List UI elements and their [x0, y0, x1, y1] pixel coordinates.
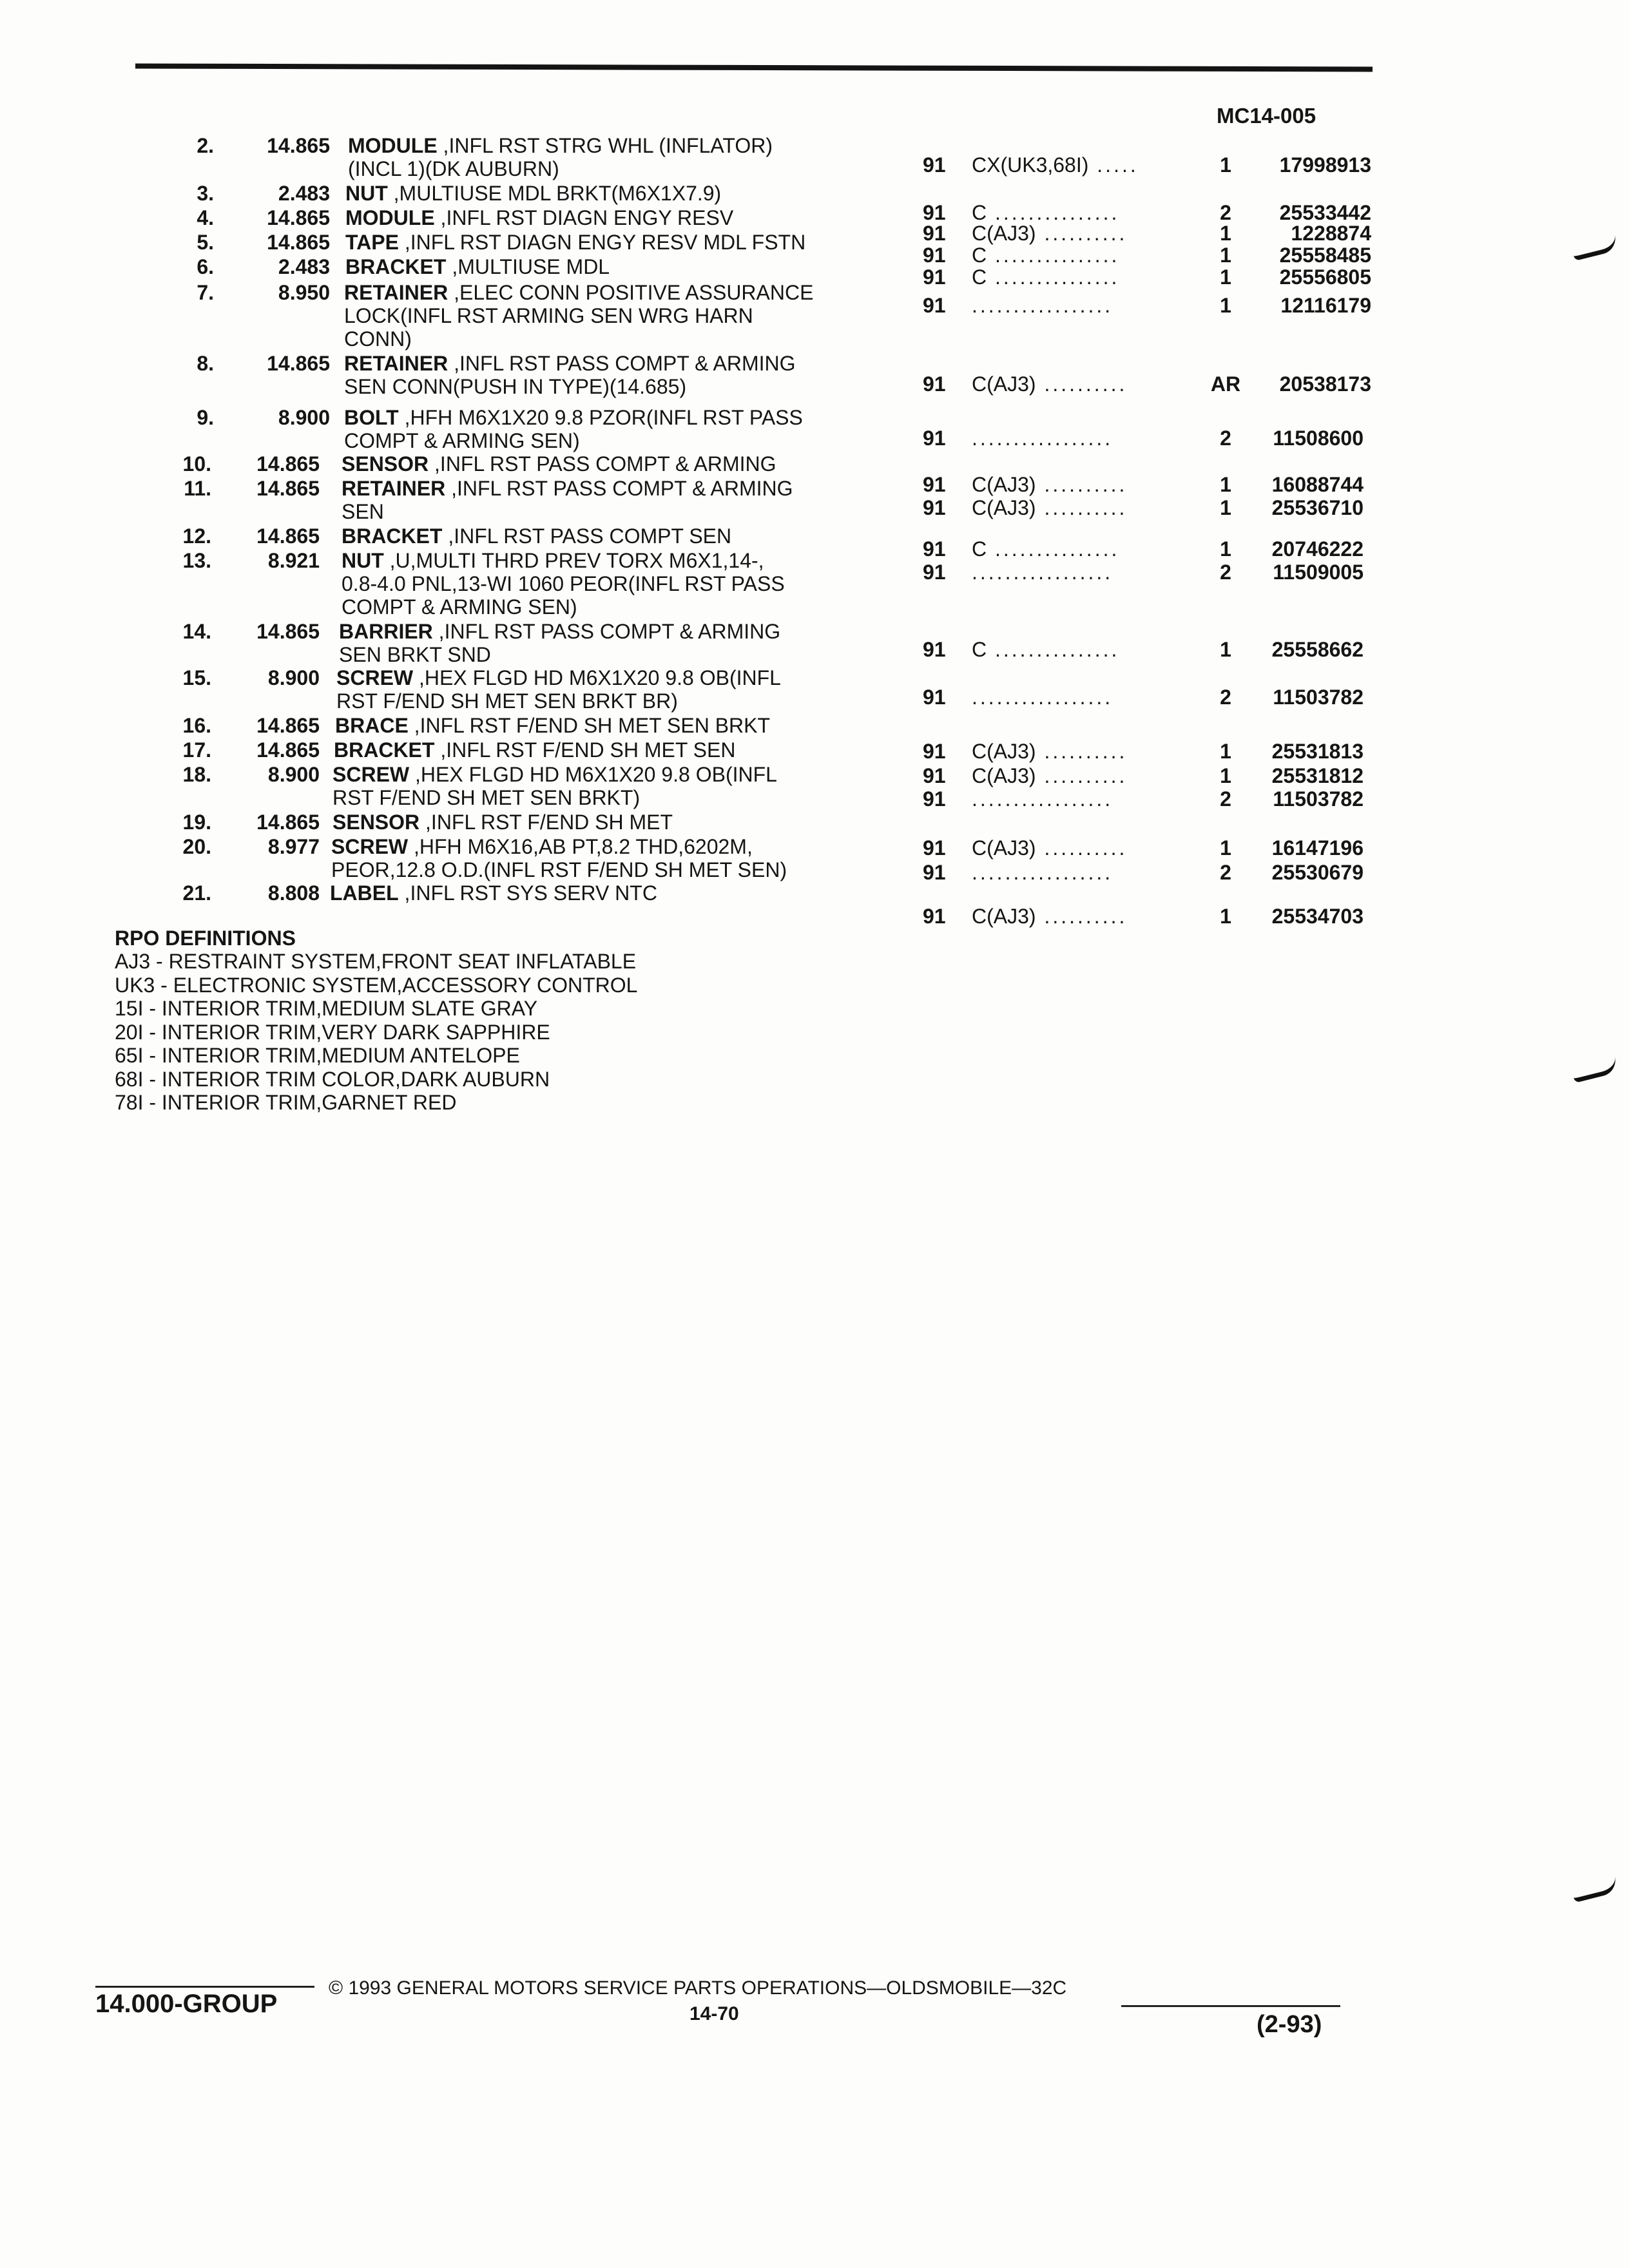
- usage-text: C(AJ3): [972, 905, 1036, 928]
- leader-dots: ...............: [987, 265, 1120, 289]
- description-line: [344, 327, 813, 351]
- part-number: 25531813: [1271, 740, 1364, 763]
- item-number: 3.: [197, 182, 214, 205]
- usage-code: [972, 153, 1139, 177]
- group-number: 14.865: [256, 524, 320, 548]
- model-year: 91: [923, 294, 946, 317]
- item-number: 21.: [182, 881, 211, 905]
- part-detail: ,INFL RST F/END SH MET SEN BRKT: [408, 714, 771, 737]
- model-year: 91: [923, 638, 946, 661]
- model-year: 91: [923, 244, 946, 267]
- binder-hole-mark: [1571, 1876, 1619, 1903]
- copyright-notice: © 1993 GENERAL MOTORS SERVICE PARTS OPERATIONS—OLDSMOBILE—32C: [329, 1977, 1067, 1999]
- part-number: 25530679: [1271, 861, 1364, 884]
- part-number: 20538173: [1279, 372, 1371, 396]
- part-description: [342, 452, 776, 476]
- group-number: 8.900: [278, 406, 330, 429]
- item-number: 8.: [197, 352, 214, 375]
- item-number: 11.: [184, 477, 211, 500]
- rpo-definition: 68I - INTERIOR TRIM COLOR,DARK AUBURN: [115, 1067, 550, 1091]
- part-number: 16088744: [1271, 473, 1364, 496]
- description-line: [342, 549, 785, 572]
- binder-hole-mark: [1571, 235, 1619, 261]
- part-name: SENSOR: [333, 811, 420, 834]
- description-line: [336, 666, 781, 689]
- item-number: 17.: [182, 738, 211, 762]
- item-number: 10.: [182, 452, 211, 476]
- group-number: 14.865: [256, 620, 320, 643]
- description-line: [339, 620, 780, 643]
- part-name: NUT: [345, 182, 388, 205]
- part-number: 25558662: [1271, 638, 1364, 661]
- model-year: 91: [923, 905, 946, 928]
- model-year: 91: [923, 222, 946, 245]
- part-name: BRACKET: [334, 738, 435, 762]
- leader-dots: .................: [972, 427, 1113, 450]
- part-number: 1228874: [1291, 222, 1371, 245]
- item-number: 5.: [197, 231, 214, 254]
- leader-dots: .................: [972, 561, 1113, 584]
- part-detail: ,INFL RST STRG WHL (INFLATOR): [437, 134, 773, 157]
- part-name: NUT: [342, 549, 384, 572]
- description-line: [342, 477, 793, 500]
- part-detail: LOCK(INFL RST ARMING SEN WRG HARN: [344, 304, 753, 327]
- quantity: 2: [1220, 861, 1231, 884]
- rpo-definition: 78I - INTERIOR TRIM,GARNET RED: [115, 1091, 457, 1114]
- part-detail: ,ELEC CONN POSITIVE ASSURANCE: [448, 281, 814, 304]
- group-number: 14.865: [256, 452, 320, 476]
- leader-dots: .....: [1088, 153, 1139, 177]
- description-line: [333, 786, 777, 809]
- part-detail: ,MULTIUSE MDL: [446, 255, 610, 278]
- usage-code: [972, 638, 1119, 661]
- group-number: 14.865: [256, 477, 320, 500]
- group-number: 8.921: [267, 549, 320, 572]
- usage-code: [972, 427, 1113, 450]
- group-number: 8.808: [267, 881, 320, 905]
- rpo-definition: 15I - INTERIOR TRIM,MEDIUM SLATE GRAY: [115, 997, 538, 1020]
- model-year: 91: [923, 496, 946, 519]
- usage-text: C: [972, 638, 987, 661]
- quantity: AR: [1210, 372, 1241, 396]
- description-line: [334, 738, 735, 762]
- description-line: [331, 835, 787, 858]
- part-number: 11509005: [1273, 561, 1364, 584]
- quantity: 1: [1220, 294, 1231, 317]
- part-name: BOLT: [344, 406, 399, 429]
- item-number: 20.: [182, 835, 211, 858]
- quantity: 1: [1220, 496, 1231, 519]
- part-name: RETAINER: [342, 477, 446, 500]
- item-number: 16.: [182, 714, 211, 737]
- part-name: RETAINER: [344, 352, 448, 375]
- item-number: 12.: [182, 524, 211, 548]
- binder-hole-mark: [1571, 1057, 1619, 1083]
- part-name: LABEL: [330, 881, 399, 905]
- description-line: [345, 255, 610, 278]
- part-name: BRACKET: [345, 255, 447, 278]
- part-number: 25534703: [1271, 905, 1364, 928]
- description-line: [348, 157, 773, 180]
- model-year: 91: [923, 740, 946, 763]
- part-number: 25536710: [1271, 496, 1364, 519]
- page-number: 14-70: [689, 2003, 739, 2024]
- part-description: [342, 549, 785, 619]
- part-detail: (INCL 1)(DK AUBURN): [348, 157, 559, 180]
- part-name: SENSOR: [342, 452, 429, 476]
- usage-code: [972, 905, 1127, 928]
- leader-dots: ..........: [1036, 473, 1128, 496]
- part-description: [335, 714, 770, 737]
- usage-code: [972, 787, 1113, 811]
- usage-code: [972, 764, 1127, 787]
- quantity: 2: [1220, 561, 1231, 584]
- model-year: 91: [923, 787, 946, 811]
- part-number: 20746222: [1271, 537, 1364, 561]
- part-description: [345, 255, 610, 278]
- leader-dots: ..........: [1036, 764, 1128, 787]
- description-line: [342, 524, 731, 548]
- quantity: 1: [1220, 153, 1231, 177]
- model-year: 91: [923, 372, 946, 396]
- description-line: [344, 429, 803, 452]
- usage-code: [972, 244, 1119, 267]
- description-line: [342, 452, 776, 476]
- rpo-definition: AJ3 - RESTRAINT SYSTEM,FRONT SEAT INFLATABLE: [115, 950, 637, 973]
- part-number: 25556805: [1279, 265, 1371, 289]
- part-description: [330, 881, 657, 905]
- leader-dots: ...............: [987, 537, 1120, 561]
- leader-dots: .................: [972, 686, 1113, 709]
- part-description: [345, 206, 733, 229]
- part-detail: ,INFL RST F/END SH MET SEN: [434, 738, 736, 762]
- part-name: RETAINER: [344, 281, 448, 304]
- quantity: 1: [1220, 473, 1231, 496]
- description-line: [344, 375, 796, 398]
- quantity: 1: [1220, 905, 1231, 928]
- group-number: 2.483: [278, 255, 330, 278]
- part-detail: ,HEX FLGD HD M6X1X20 9.8 OB(INFL: [409, 763, 777, 786]
- group-label: 14.000-GROUP: [95, 1990, 278, 2018]
- usage-text: C(AJ3): [972, 473, 1036, 496]
- part-name: SCREW: [333, 763, 410, 786]
- part-name: MODULE: [345, 206, 435, 229]
- model-year: 91: [923, 561, 946, 584]
- model-year: 91: [923, 427, 946, 450]
- usage-code: [972, 561, 1113, 584]
- leader-dots: ..........: [1036, 372, 1128, 396]
- model-year: 91: [923, 764, 946, 787]
- usage-code: [972, 740, 1127, 763]
- part-detail: 0.8-4.0 PNL,13-WI 1060 PEOR(INFL RST PASS: [342, 572, 785, 595]
- leader-dots: ..........: [1036, 836, 1128, 860]
- part-detail: SEN BRKT SND: [339, 643, 491, 666]
- part-detail: ,INFL RST PASS COMPT & ARMING: [445, 477, 793, 500]
- usage-text: C(AJ3): [972, 740, 1036, 763]
- rpo-definitions-title: RPO DEFINITIONS: [115, 927, 296, 950]
- part-description: [345, 231, 805, 254]
- item-number: 9.: [197, 406, 214, 429]
- quantity: 2: [1220, 787, 1231, 811]
- item-number: 18.: [182, 763, 211, 786]
- part-detail: SEN CONN(PUSH IN TYPE)(14.685): [344, 375, 687, 398]
- part-number: 11503782: [1273, 787, 1364, 811]
- part-detail: COMPT & ARMING SEN): [344, 429, 580, 452]
- part-description: [339, 620, 780, 666]
- description-line: [339, 643, 780, 666]
- quantity: 2: [1220, 427, 1231, 450]
- model-year: 91: [923, 201, 946, 224]
- part-number: 25531812: [1271, 764, 1364, 787]
- part-number: 12116179: [1280, 294, 1371, 317]
- leader-dots: ..........: [1036, 496, 1128, 519]
- date-code: (2-93): [1257, 2011, 1322, 2038]
- part-description: [344, 406, 803, 452]
- usage-text: C(AJ3): [972, 836, 1036, 860]
- description-line: [344, 304, 813, 327]
- item-number: 2.: [197, 134, 214, 157]
- description-line: [344, 406, 803, 429]
- usage-text: C: [972, 265, 987, 289]
- group-number: 14.865: [256, 811, 320, 834]
- leader-dots: ...............: [987, 201, 1120, 224]
- part-detail: COMPT & ARMING SEN): [342, 595, 577, 619]
- usage-text: C(AJ3): [972, 496, 1036, 519]
- model-year: 91: [923, 153, 946, 177]
- quantity: 1: [1220, 244, 1231, 267]
- group-number: 14.865: [256, 738, 320, 762]
- usage-code: [972, 265, 1119, 289]
- footer-rule-left: [95, 1986, 314, 1988]
- group-number: 8.900: [267, 666, 320, 689]
- quantity: 1: [1220, 740, 1231, 763]
- part-number: 11508600: [1273, 427, 1364, 450]
- rpo-definition: UK3 - ELECTRONIC SYSTEM,ACCESSORY CONTROL: [115, 973, 638, 997]
- part-detail: CONN): [344, 327, 412, 351]
- footer-rule-right: [1121, 2005, 1340, 2007]
- quantity: 1: [1220, 836, 1231, 860]
- part-detail: ,HFH M6X16,AB PT,8.2 THD,6202M,: [408, 835, 753, 858]
- description-line: [345, 182, 721, 205]
- quantity: 1: [1220, 537, 1231, 561]
- part-detail: ,U,MULTI THRD PREV TORX M6X1,14-,: [383, 549, 764, 572]
- item-number: 14.: [182, 620, 211, 643]
- model-year: 91: [923, 686, 946, 709]
- part-name: MODULE: [348, 134, 438, 157]
- part-detail: RST F/END SH MET SEN BRKT): [333, 786, 641, 809]
- part-detail: PEOR,12.8 O.D.(INFL RST F/END SH MET SEN): [331, 858, 787, 881]
- part-detail: ,HFH M6X1X20 9.8 PZOR(INFL RST PASS: [398, 406, 803, 429]
- description-line: [342, 595, 785, 619]
- usage-text: C: [972, 201, 987, 224]
- group-number: 8.977: [267, 835, 320, 858]
- quantity: 1: [1220, 764, 1231, 787]
- model-year: 91: [923, 473, 946, 496]
- usage-code: [972, 294, 1113, 317]
- part-detail: ,MULTIUSE MDL BRKT(M6X1X7.9): [387, 182, 722, 205]
- usage-code: [972, 861, 1113, 884]
- part-description: [333, 811, 673, 834]
- quantity: 2: [1220, 686, 1231, 709]
- group-number: 14.865: [267, 206, 330, 229]
- top-rule: [135, 63, 1373, 72]
- part-description: [334, 738, 735, 762]
- item-number: 4.: [197, 206, 214, 229]
- part-detail: ,INFL RST PASS COMPT & ARMING: [448, 352, 796, 375]
- usage-text: C: [972, 244, 987, 267]
- part-name: BRACKET: [342, 524, 443, 548]
- part-detail: ,INFL RST PASS COMPT & ARMING: [429, 452, 776, 476]
- usage-code: [972, 836, 1127, 860]
- quantity: 1: [1220, 222, 1231, 245]
- description-line: [331, 858, 787, 881]
- part-description: [348, 134, 773, 180]
- leader-dots: ...............: [987, 244, 1120, 267]
- part-number: 25533442: [1279, 201, 1371, 224]
- part-name: SCREW: [331, 835, 409, 858]
- description-line: [335, 714, 770, 737]
- quantity: 1: [1220, 265, 1231, 289]
- part-name: BRACE: [335, 714, 409, 737]
- model-year: 91: [923, 861, 946, 884]
- rpo-definition: 65I - INTERIOR TRIM,MEDIUM ANTELOPE: [115, 1044, 520, 1067]
- description-line: [345, 231, 805, 254]
- description-line: [336, 689, 781, 713]
- model-year: 91: [923, 265, 946, 289]
- item-number: 6.: [197, 255, 214, 278]
- group-number: 14.865: [267, 352, 330, 375]
- leader-dots: .................: [972, 787, 1113, 811]
- part-name: BARRIER: [339, 620, 433, 643]
- part-detail: ,INFL RST PASS COMPT SEN: [442, 524, 732, 548]
- description-line: [333, 811, 673, 834]
- part-name: TAPE: [345, 231, 399, 254]
- group-number: 14.865: [267, 134, 330, 157]
- part-detail: SEN: [342, 500, 384, 523]
- usage-text: C(AJ3): [972, 764, 1036, 787]
- part-description: [333, 763, 777, 809]
- part-detail: RST F/END SH MET SEN BRKT BR): [336, 689, 678, 713]
- leader-dots: ..........: [1036, 905, 1128, 928]
- quantity: 2: [1220, 201, 1231, 224]
- model-year: 91: [923, 537, 946, 561]
- usage-text: C: [972, 537, 987, 561]
- part-description: [345, 182, 721, 205]
- description-line: [342, 572, 785, 595]
- description-line: [342, 500, 793, 523]
- part-description: [331, 835, 787, 881]
- part-description: [344, 281, 813, 351]
- document-id: MC14-005: [1217, 104, 1316, 128]
- description-line: [348, 134, 773, 157]
- leader-dots: .................: [972, 294, 1113, 317]
- usage-code: [972, 686, 1113, 709]
- group-number: 8.900: [267, 763, 320, 786]
- usage-code: [972, 473, 1127, 496]
- part-detail: ,INFL RST SYS SERV NTC: [398, 881, 657, 905]
- leader-dots: ..........: [1036, 740, 1128, 763]
- group-number: 8.950: [278, 281, 330, 304]
- usage-text: C(AJ3): [972, 222, 1036, 245]
- usage-code: [972, 201, 1119, 224]
- group-number: 2.483: [278, 182, 330, 205]
- item-number: 19.: [182, 811, 211, 834]
- part-description: [342, 477, 793, 523]
- item-number: 13.: [182, 549, 211, 572]
- group-number: 14.865: [256, 714, 320, 737]
- leader-dots: .................: [972, 861, 1113, 884]
- group-number: 14.865: [267, 231, 330, 254]
- description-line: [330, 881, 657, 905]
- part-number: 16147196: [1271, 836, 1364, 860]
- usage-code: [972, 222, 1127, 245]
- part-name: SCREW: [336, 666, 414, 689]
- rpo-definition: 20I - INTERIOR TRIM,VERY DARK SAPPHIRE: [115, 1020, 550, 1044]
- part-description: [344, 352, 796, 398]
- description-line: [344, 352, 796, 375]
- usage-code: [972, 372, 1127, 396]
- part-number: 17998913: [1279, 153, 1371, 177]
- part-description: [342, 524, 731, 548]
- description-line: [344, 281, 813, 304]
- part-number: 11503782: [1273, 686, 1364, 709]
- description-line: [333, 763, 777, 786]
- usage-text: CX(UK3,68I): [972, 153, 1089, 177]
- part-detail: ,HEX FLGD HD M6X1X20 9.8 OB(INFL: [413, 666, 781, 689]
- model-year: 91: [923, 836, 946, 860]
- part-description: [336, 666, 781, 713]
- part-detail: ,INFL RST DIAGN ENGY RESV MDL FSTN: [398, 231, 806, 254]
- item-number: 15.: [182, 666, 211, 689]
- part-detail: ,INFL RST PASS COMPT & ARMING: [432, 620, 781, 643]
- part-detail: ,INFL RST DIAGN ENGY RESV: [434, 206, 734, 229]
- description-line: [345, 206, 733, 229]
- part-detail: ,INFL RST F/END SH MET: [419, 811, 673, 834]
- usage-code: [972, 537, 1119, 561]
- item-number: 7.: [197, 281, 214, 304]
- usage-code: [972, 496, 1127, 519]
- leader-dots: ...............: [987, 638, 1120, 661]
- part-number: 25558485: [1279, 244, 1371, 267]
- usage-text: C(AJ3): [972, 372, 1036, 396]
- quantity: 1: [1220, 638, 1231, 661]
- leader-dots: ..........: [1036, 222, 1128, 245]
